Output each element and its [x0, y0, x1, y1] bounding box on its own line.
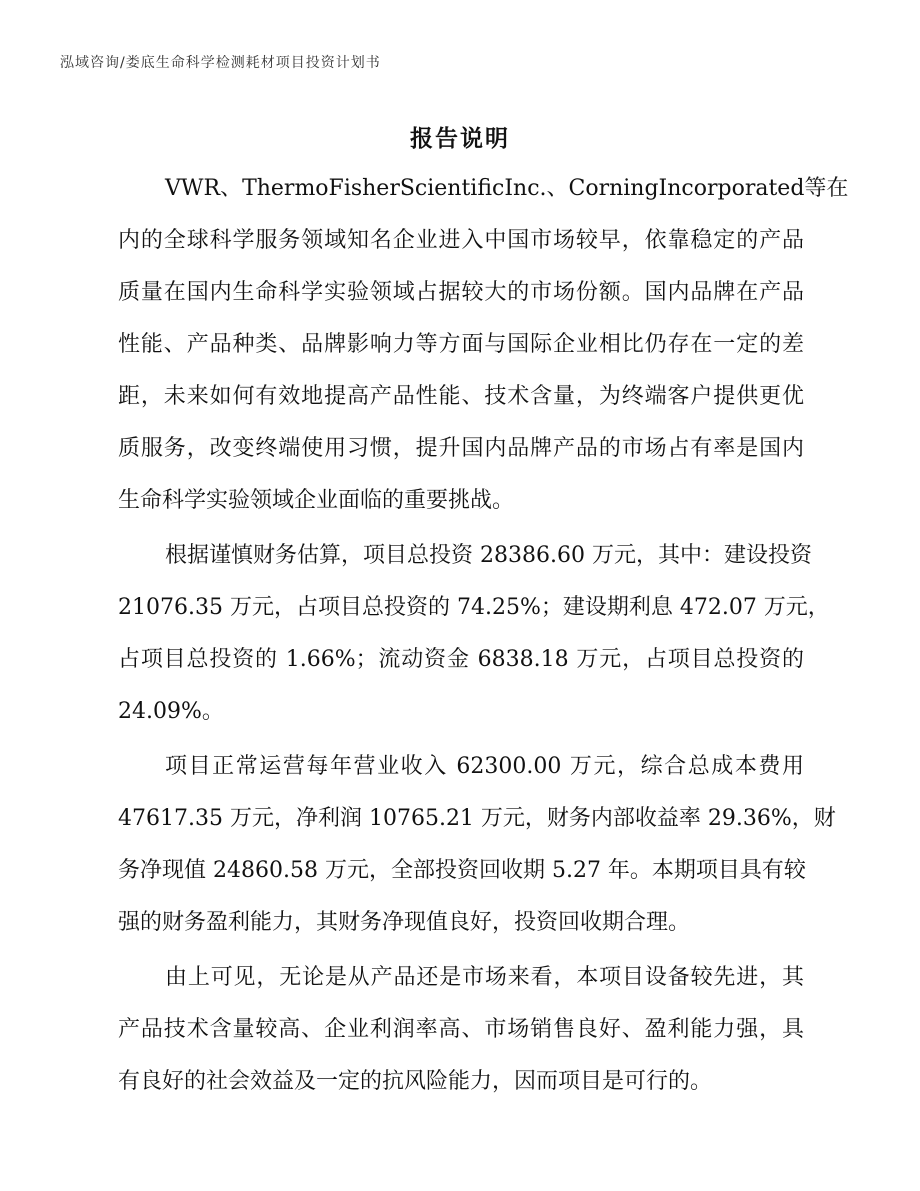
- paragraph-line: 有良好的社会效益及一定的抗风险能力，因而项目是可行的。: [118, 1069, 713, 1094]
- paragraph-line: 性能、产品种类、品牌影响力等方面与国际企业相比仍存在一定的差: [118, 332, 804, 357]
- document-body: [118, 166, 849, 1114]
- paragraph: [118, 533, 830, 741]
- paragraph-line: 强的财务盈利能力，其财务净现值良好，投资回收期合理。: [118, 910, 691, 935]
- paragraph-line: VWR、ThermoFisherScientificInc.、CorningIncorporated等在: [165, 176, 849, 201]
- paragraph-line: 距，未来如何有效地提高产品性能、技术含量，为终端客户提供更优: [118, 384, 804, 409]
- paragraph-line: 21076.35 万元，占项目总投资的 74.25%；建设期利息 472.07 万元，: [118, 595, 830, 620]
- paragraph-line: 占项目总投资的 1.66%；流动资金 6838.18 万元，占项目总投资的: [118, 647, 804, 672]
- page-title: 报告说明: [410, 126, 510, 152]
- paragraph-line: 根据谨慎财务估算，项目总投资 28386.60 万元，其中：建设投资: [165, 543, 812, 568]
- paragraph-line: 产品技术含量较高、企业利润率高、市场销售良好、盈利能力强，具: [118, 1017, 804, 1042]
- paragraph-line: 质服务，改变终端使用习惯，提升国内品牌产品的市场占有率是国内: [118, 436, 804, 461]
- running-header: 泓域咨询/娄底生命科学检测耗材项目投资计划书: [60, 55, 381, 71]
- paragraph-line: 项目正常运营每年营业收入 62300.00 万元，综合总成本费用: [165, 754, 804, 779]
- paragraph: [118, 955, 804, 1111]
- paragraph-line: 由上可见，无论是从产品还是市场来看，本项目设备较先进，其: [165, 965, 804, 990]
- paragraph: [118, 744, 836, 952]
- paragraph: [118, 166, 849, 530]
- paragraph-line: 生命科学实验领域企业面临的重要挑战。: [118, 488, 515, 513]
- paragraph-line: 质量在国内生命科学实验领域占据较大的市场份额。国内品牌在产品: [118, 280, 804, 305]
- paragraph-line: 47617.35 万元，净利润 10765.21 万元，财务内部收益率 29.36%，财: [118, 806, 836, 831]
- paragraph-line: 24.09%。: [118, 699, 224, 724]
- paragraph-line: 务净现值 24860.58 万元，全部投资回收期 5.27 年。本期项目具有较: [118, 858, 806, 883]
- paragraph-line: 内的全球科学服务领域知名企业进入中国市场较早，依靠稳定的产品: [118, 228, 804, 253]
